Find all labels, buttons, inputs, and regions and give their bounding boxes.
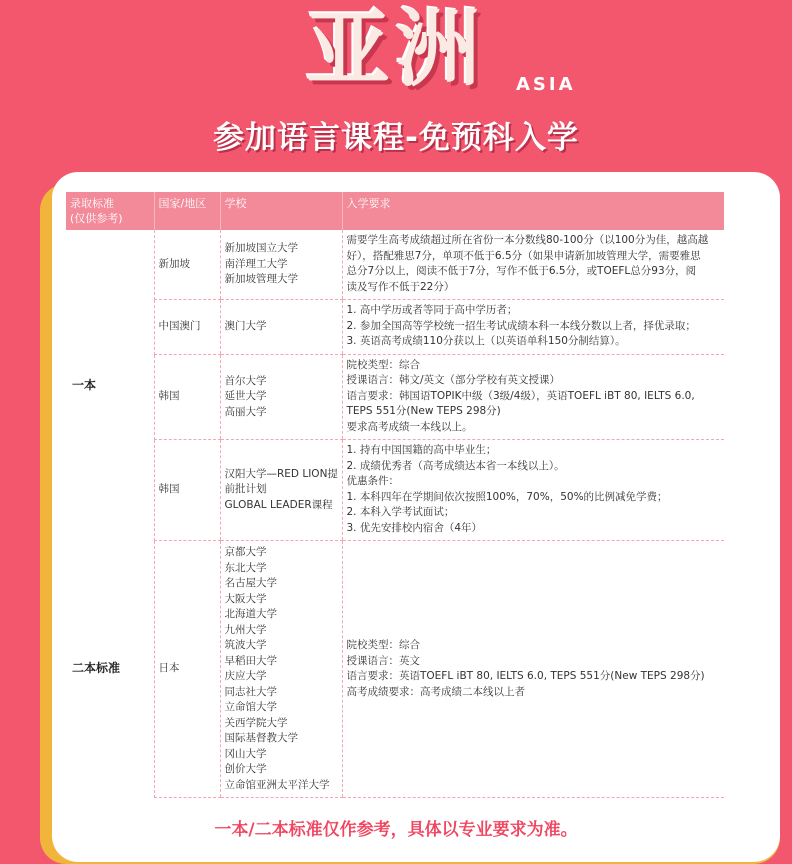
- text-line: 立命馆大学: [224, 701, 277, 713]
- table-row: [66, 300, 724, 355]
- text-line: 总分7分以上，阅读不低于7分，写作不低于6.5分，或TOEFL总分93分，阅: [346, 265, 697, 277]
- text-line: 国际基督教大学: [224, 732, 298, 744]
- text-line: 院校类型：综合: [346, 639, 420, 651]
- requirements-list: [347, 443, 721, 536]
- text-line: 1. 本科四年在学期间依次按照100%，70%，50%的比例减免学费；: [346, 490, 668, 503]
- page-subtitle: 参加语言课程-免预科入学: [213, 120, 579, 156]
- school-cell: [220, 440, 342, 541]
- text-line: 名古屋大学: [224, 577, 277, 589]
- table-header-row: [66, 192, 724, 230]
- header-category: [66, 192, 154, 230]
- text-line: 汉阳大学—RED LION提: [224, 467, 338, 480]
- text-line: 1. 持有中国国籍的高中毕业生；: [346, 444, 497, 456]
- text-line: 授课语言：韩文/英文（部分学校有英文授课）: [346, 374, 561, 386]
- text-line: 庆应大学: [224, 670, 267, 682]
- text-line: 筑波大学: [224, 639, 267, 651]
- text-line: 1. 高中学历或者等同于高中学历者；: [346, 304, 518, 316]
- text-line: 语言要求：英语TOEFL iBT 80, IELTS 6.0, TEPS 551分(New TEPS 298分): [346, 670, 705, 682]
- text-line: 首尔大学: [224, 374, 267, 387]
- text-line: 前批计划: [224, 483, 267, 496]
- text-line: 冈山大学: [224, 747, 267, 760]
- text-line: 优惠条件：: [346, 475, 399, 487]
- school-cell: [220, 300, 342, 355]
- category-cell: 二本标准: [72, 661, 121, 676]
- text-line: 立命馆亚洲太平洋大学: [224, 778, 330, 791]
- requirements-cell: [342, 440, 724, 541]
- requirements-list: [347, 358, 721, 436]
- text-line: 3. 优先安排校内宿舍（4年）: [346, 521, 483, 534]
- table-row: [66, 541, 724, 798]
- text-line: 北海道大学: [224, 608, 277, 620]
- header-region: 国家/地区: [154, 192, 220, 230]
- school-list: [225, 467, 338, 514]
- text-line: 授课语言：英文: [346, 654, 420, 667]
- requirements-list: [347, 233, 721, 295]
- requirements-list: [347, 638, 721, 700]
- region-cell: 日本: [154, 541, 220, 798]
- text-line: 京都大学: [224, 546, 267, 558]
- table-row: [66, 354, 724, 440]
- text-line: 关西学院大学: [224, 716, 288, 729]
- text-line: 东北大学: [224, 561, 267, 574]
- text-line: 好），搭配雅思7分，单项不低于6.5分（如果申请新加坡管理大学，需要雅思: [346, 249, 701, 262]
- text-line: 需要学生高考成绩超过所在省份一本分数线80-100分（以100分为佳，越高越: [346, 234, 709, 246]
- table-row: [66, 440, 724, 541]
- text-line: 高考成绩要求：高考成绩二本线以上者: [346, 685, 525, 698]
- school-cell: [220, 354, 342, 440]
- text-line: 读及写作不低于22分）: [346, 280, 455, 293]
- text-line: 2. 成绩优秀者（高考成绩达本省一本线以上）。: [346, 459, 565, 472]
- region-cell: 新加坡: [154, 230, 220, 300]
- text-line: 2. 本科入学考试面试；: [346, 506, 455, 518]
- text-line: 高丽大学: [224, 405, 267, 418]
- text-line: 语言要求：韩国语TOPIK中级（3级/4级），英语TOEFL iBT 80, IELTS 6.0,: [346, 389, 695, 402]
- text-line: 新加坡管理大学: [224, 273, 298, 286]
- text-line: 九州大学: [224, 623, 267, 636]
- header-category-label: 录取标准: [70, 197, 114, 210]
- admission-table: [66, 192, 724, 798]
- text-line: 大阪大学: [224, 592, 267, 605]
- school-list: [225, 241, 338, 288]
- requirements-cell: [342, 230, 724, 300]
- text-line: 3. 英语高考成绩110分获以上（以英语单科150分制结算）。: [346, 335, 626, 347]
- category-cell: 一本: [72, 377, 97, 392]
- requirements-cell: [342, 300, 724, 355]
- text-line: 新加坡国立大学: [224, 242, 298, 255]
- text-line: GLOBAL LEADER课程: [224, 498, 333, 511]
- school-list: [225, 374, 338, 421]
- requirements-cell: [342, 354, 724, 440]
- text-line: 创价大学: [224, 763, 267, 775]
- school-list: [225, 319, 338, 335]
- region-cell: 中国澳门: [154, 300, 220, 355]
- title-en: ASIA: [516, 74, 576, 95]
- text-line: 2. 参加全国高等学校统一招生考试成绩本科一本线分数以上者，择优录取；: [346, 319, 696, 332]
- page-title: 亚洲: [305, 0, 486, 98]
- text-line: 院校类型：综合: [346, 358, 420, 371]
- text-line: 南洋理工大学: [224, 257, 288, 270]
- text-line: 要求高考成绩一本线以上。: [346, 420, 473, 433]
- requirements-list: [347, 303, 721, 350]
- text-line: 延世大学: [224, 390, 267, 402]
- footer-note: 一本/二本标准仅作参考，具体以专业要求为准。: [214, 820, 578, 840]
- school-cell: [220, 230, 342, 300]
- text-line: 同志社大学: [224, 685, 277, 698]
- school-cell: [220, 541, 342, 798]
- text-line: TEPS 551分(New TEPS 298分): [346, 405, 501, 417]
- text-line: 早稻田大学: [224, 654, 277, 667]
- region-cell: 韩国: [154, 354, 220, 440]
- table-row: [66, 230, 724, 300]
- header-school: 学校: [220, 192, 342, 230]
- region-cell: 韩国: [154, 440, 220, 541]
- school-list: [225, 545, 338, 793]
- header-category-note: (仅供参考): [70, 212, 123, 225]
- header-requirements: 入学要求: [342, 192, 724, 230]
- text-line: 澳门大学: [224, 320, 267, 332]
- requirements-cell: [342, 541, 724, 798]
